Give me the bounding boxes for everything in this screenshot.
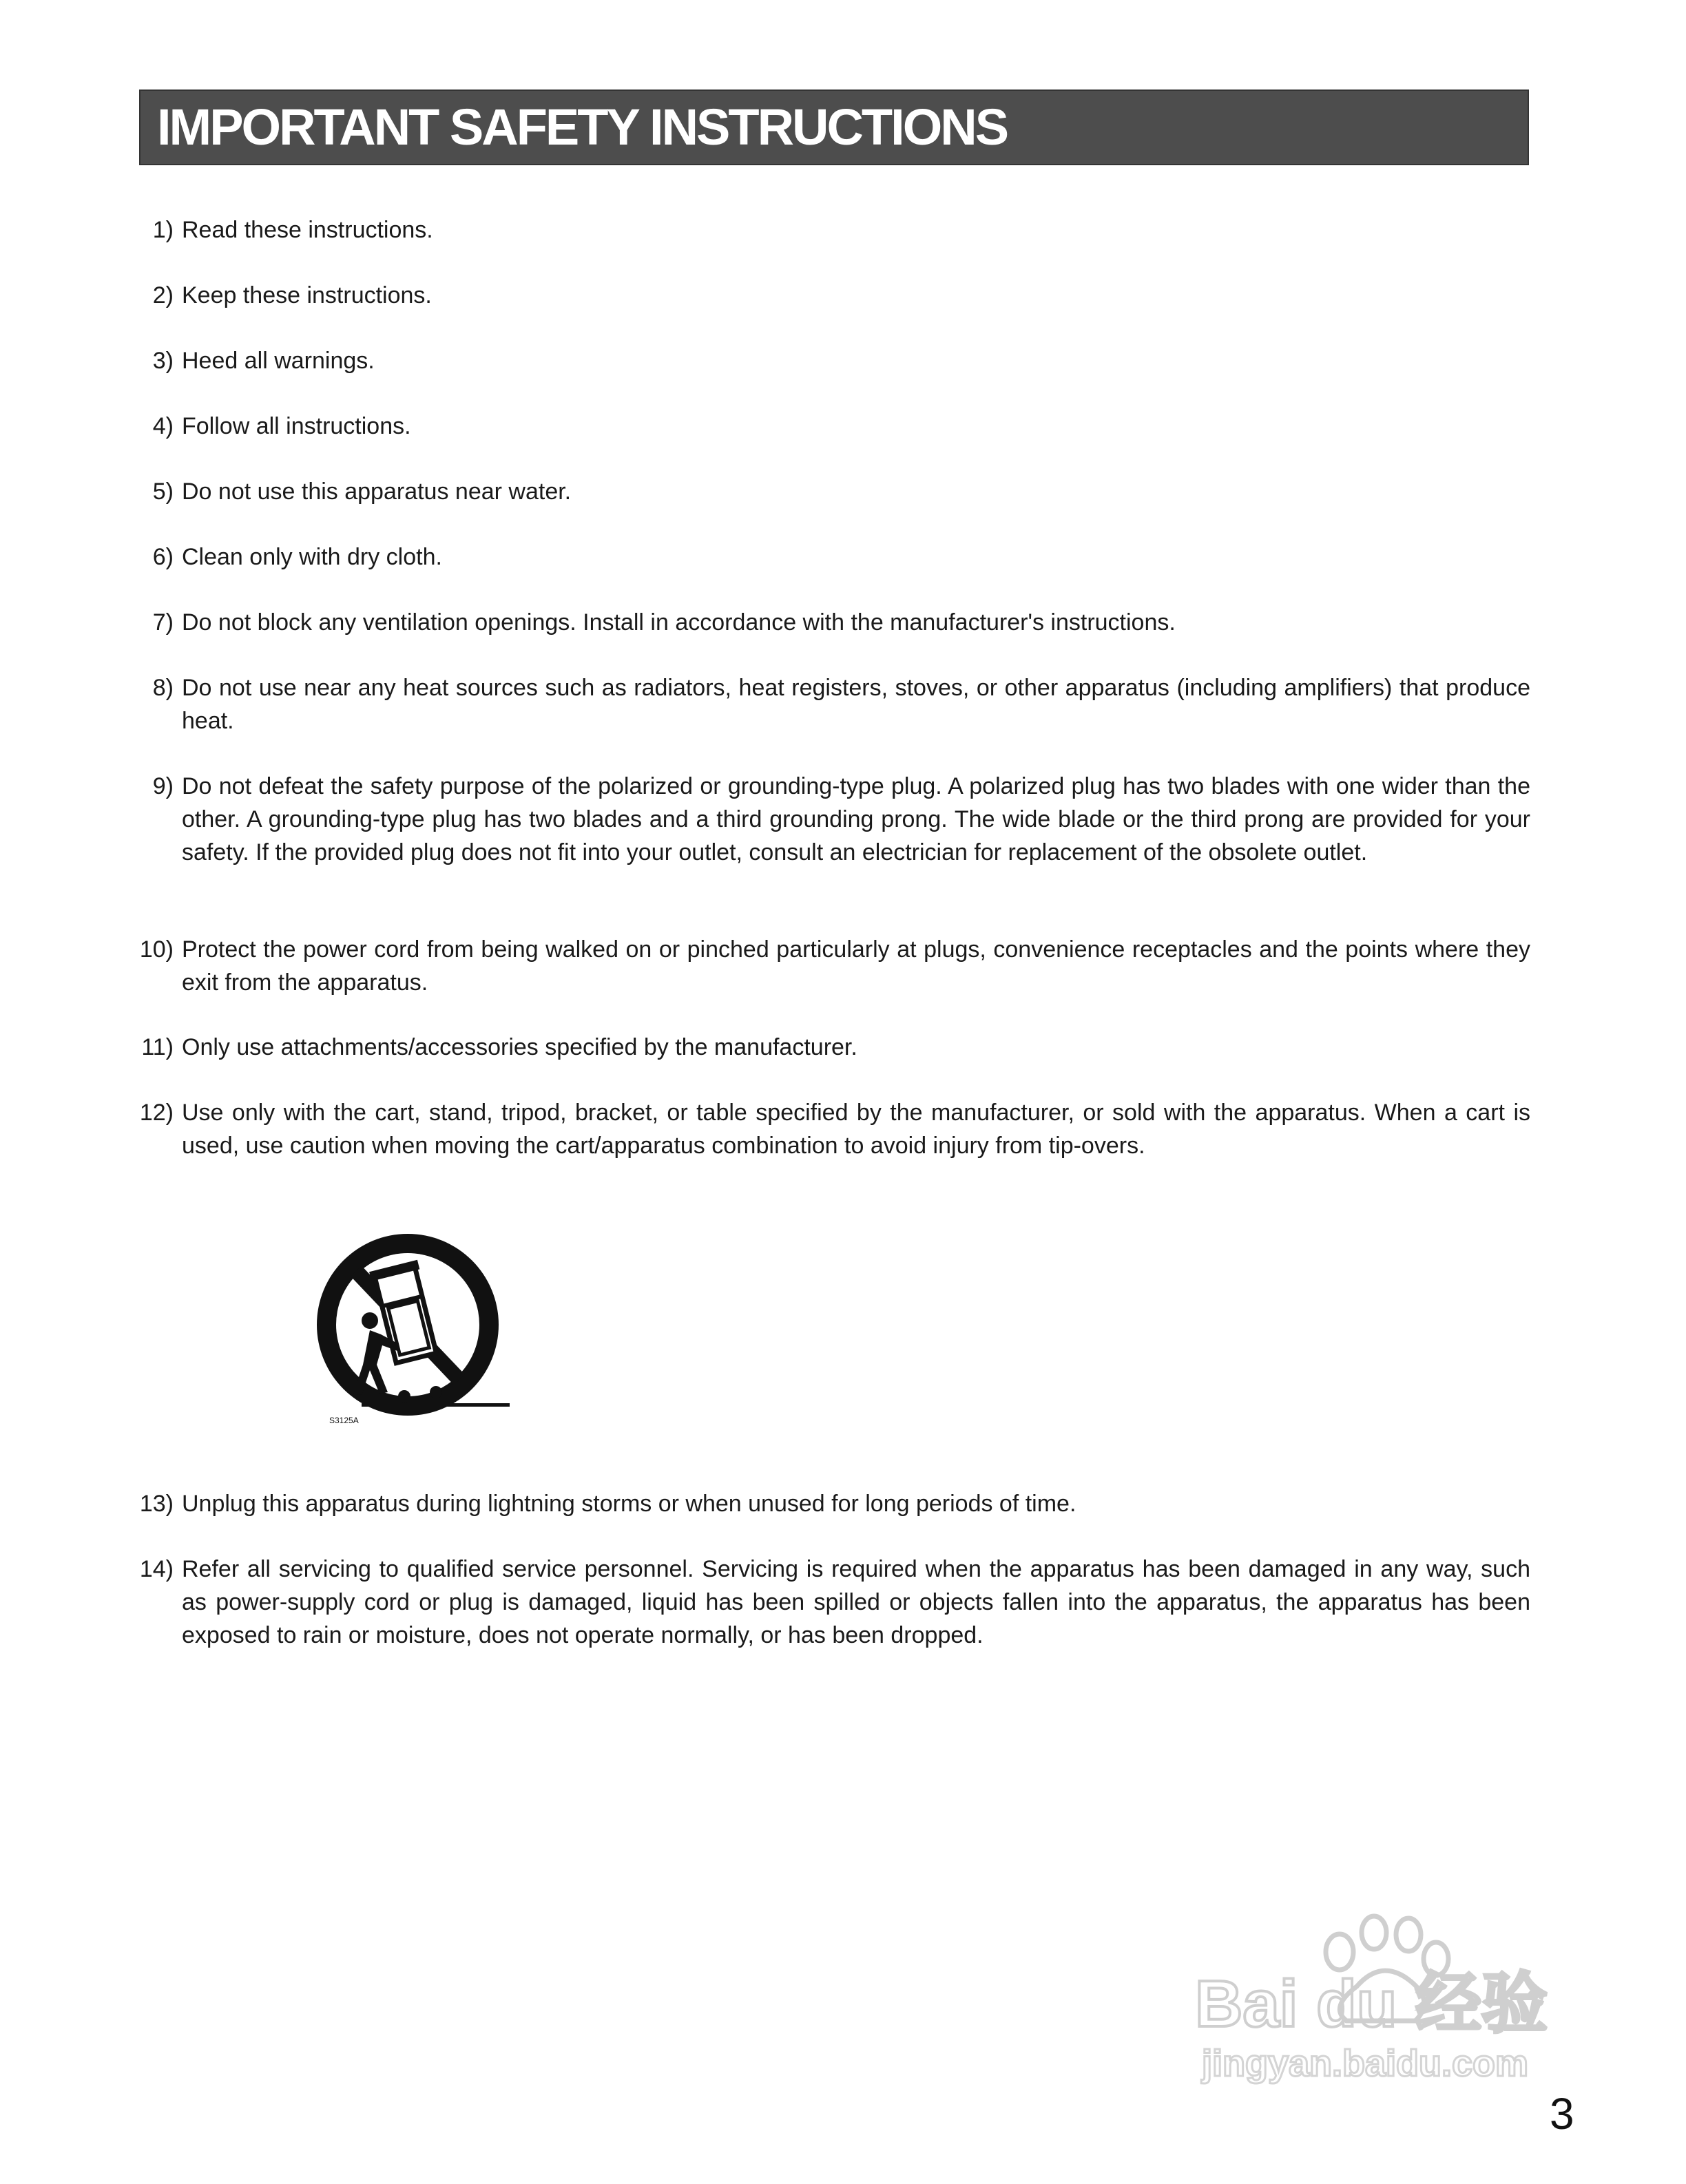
item-text: Do not defeat the safety purpose of the polarized or grounding-type plug. A polarized plug has two blades with one wider than the other. A grounding-type plug has two blades and a third grounding prong. The wide blade or the third prong are provided for your safety. If the provided plug does not fit into your outlet, consult an electrician for replacement of the obsolete outlet.: [182, 773, 1530, 865]
item-text: Read these instructions.: [182, 217, 433, 243]
item-text: Heed all warnings.: [182, 348, 375, 374]
list-item: [138, 933, 1530, 999]
item-number: 11): [141, 1034, 174, 1060]
list-item: [138, 1031, 1530, 1064]
watermark: [1181, 1904, 1567, 2090]
item-number: 6): [152, 544, 174, 570]
list-item: [138, 213, 1530, 246]
watermark-brand: Bai du 经验: [1195, 1967, 1548, 2041]
list-item: [138, 410, 1530, 443]
item-text: Only use attachments/accessories specified by the manufacturer.: [182, 1034, 857, 1060]
item-text: Unplug this apparatus during lightning storms or when unused for long periods of time.: [182, 1491, 1076, 1517]
item-number: 4): [152, 413, 174, 439]
item-text: Follow all instructions.: [182, 413, 411, 439]
item-number: 14): [139, 1556, 174, 1582]
list-item: [138, 1487, 1530, 1520]
item-number: 3): [152, 348, 174, 374]
list-item: [138, 671, 1530, 737]
item-number: 10): [139, 936, 174, 963]
section-header: [139, 90, 1529, 165]
symbol-code: S3125A: [329, 1416, 359, 1425]
item-number: 8): [152, 675, 174, 701]
page-title: IMPORTANT SAFETY INSTRUCTIONS: [157, 98, 1008, 156]
list-item: [138, 344, 1530, 377]
item-text: Use only with the cart, stand, tripod, bracket, or table specified by the manufacturer, or sold with the apparatus. When a cart is used, use caution when moving the cart/apparatus combination to avoid injury from tip-overs.: [182, 1100, 1530, 1159]
watermark-url: jingyan.baidu.com: [1202, 2043, 1529, 2084]
item-number: 2): [152, 282, 174, 308]
list-item: [138, 1553, 1530, 1652]
list-item: [138, 540, 1530, 574]
list-item: [138, 606, 1530, 639]
page-number: 3: [1550, 2089, 1574, 2139]
item-number: 7): [152, 609, 174, 636]
item-text: Do not use near any heat sources such as radiators, heat registers, stoves, or other apparatus (including amplifiers) that produce heat.: [182, 675, 1530, 734]
list-item: [138, 770, 1530, 869]
item-number: 1): [152, 217, 174, 243]
item-text: Keep these instructions.: [182, 282, 432, 308]
item-number: 12): [139, 1100, 174, 1126]
list-item: [138, 279, 1530, 312]
item-number: 13): [139, 1491, 174, 1517]
item-number: 9): [152, 773, 174, 799]
list-item: [138, 475, 1530, 508]
cart-tip-over-warning-icon: [313, 1230, 510, 1429]
item-text: Do not block any ventilation openings. Install in accordance with the manufacturer's instructions.: [182, 609, 1176, 636]
item-text: Do not use this apparatus near water.: [182, 479, 572, 505]
item-text: Refer all servicing to qualified service personnel. Servicing is required when the apparatus has been damaged in any way, such as power-supply cord or plug is damaged, liquid has been spilled or objects fallen into the apparatus, the apparatus has been exposed to rain or moisture, does not operate normally, or has been dropped.: [182, 1556, 1530, 1648]
item-text: Clean only with dry cloth.: [182, 544, 442, 570]
item-text: Protect the power cord from being walked on or pinched particularly at plugs, convenience receptacles and the points where they exit from the apparatus.: [182, 936, 1530, 996]
item-number: 5): [152, 479, 174, 505]
list-item: [138, 1096, 1530, 1162]
